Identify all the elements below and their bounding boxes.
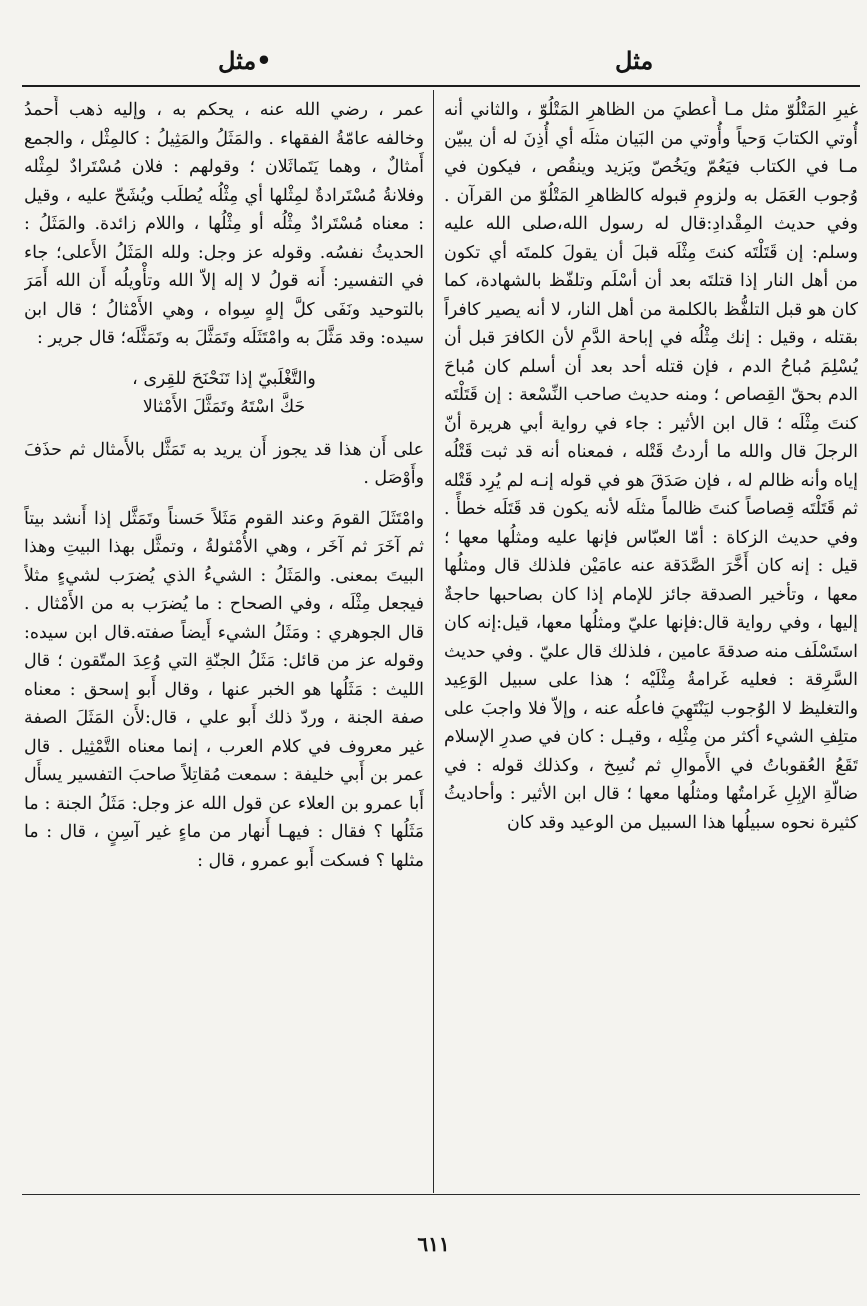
footer-rule [22,1194,860,1195]
right-column [444,96,858,1190]
right-column-paragraph: غيرِ المَتْلُوّ مثل مـا أُعطيَ من الظاهرِ المَتْلُوّ ، والثاني أنه أُوتي الكتابَ وَحياً وأُوتي من البَيان مثلَه أي أُذِنَ له أن يبيّن مـا في الكتاب فيَعُمّ ويَخُصّ ويَزيد وينقُص ، فيكون في وُجوب العَمَل به ولزومِ قبوله كالظاهرِ المَتْلُوّ من القرآن . وفي حديث المِقْدادِ:قال له رسول الله،صلى الله عليه وسلم: إن قَتَلْتَه كنتَ مِثْلَه قبلَ أن يقولَ كلمتَه أي تكون من أهل النار إذا قتلتَه بعد أن أسْلَم وتلفّظ بالشهادة، كما كان هو قبل التلفُّظ بالكلمة من أهل النار، لا أنه يصير كافراً بقتله ، وقيل : إنك مِثْلُه في إباحة الدَّمِ لأن الكافرَ قبل أن يُسْلِمَ مُباحُ الدم ، فإن قتله أحد بعد أن أسلم كان مُباحَ الدم بحقّ القِصاص ؛ ومنه حديث صاحب النِّسْعة : إن قَتَلْتَه كنتَ مِثْلَه ؛ قال ابن الأثير : جاء في رواية أبي هريرة أنّ الرجلَ قال والله ما أردتُ قَتْله ، فمعناه أنه قد ثبت قَتْلُه إياه وأنه ظالم له ، فإن صَدَقَ هو في قوله إنـه لم يُرِد قَتْله ثم قَتَلْتَه قِصاصاً كنتَ ظالماً مثلَه لأنه يكون قد قَتَلَه خطأً . وفي حديث الزكاة : أمّا العبّاس فإنها عليه ومثلُها معها ؛ قيل : إنه كان أَخَّرَ الصَّدَقة عنه عامَيْن فلذلك قال ومثلُها معها ، وتأخير الصدقة جائز للإمام إذا كان بصاحبها حاجةٌ إليها ، وفي رواية قال:فإنها عليّ ومثلُها معها، قيل:إنه كان استَسْلَف منه صدقةَ عامين ، فلذلك قال عليّ . وفي حديث السَّرِقة : فعليه غَرامةُ مِثْلَيْه ؛ هذا على سبيل الوَعِيد والتغليظ لا الوُجوب ليَنْتَهِيَ فاعلُه عنه ، وإلاّ فلا واجبَ على متلِفِ الشيء أكثر من مِثْلِه ، وقيـل : كان في صدرِ الإسلام تَقَعُ العُقوباتُ في الأَموالِ ثم نُسِخ ، وكذلك قوله : في ضالّةِ الإبِلِ غَرامتُها ومثلُها معها ؛ قال ابن الأثير : وأحاديثُ كثيرة نحوه سبيلُها هذا السبيل من الوعيد وقد كان [444,100,858,833]
verse-line-2: حَكَّ اسْتَهُ وتَمَثَّلَ الأَمْثالا [142,397,306,417]
header-headword-left: •مثل [218,46,272,75]
page-number: ٦١١ [417,1232,450,1256]
poetry-verse [24,365,424,422]
paragraph-gap [24,493,424,505]
left-column-paragraph-1: عمر ، رضي الله عنه ، يحكم به ، وإليه ذهب أَحمدُ وخالفه عامّةُ الفقهاء . والمَثَلُ والمَثِيلُ : كالمِثْل ، والجمع أَمثالٌ ، وهما يَتَماثَلان ؛ وقولهم : فلان مُسْتَرادٌ لمِثْله وفلانةُ مُسْتَرادةٌ لمِثْلها أي مِثْلُه يُطلَب ويُشَحّ عليه ، وقيل : معناه مُسْتَرادٌ مِثْلُه أو مِثْلُها ، واللام زائدة. والمَثَلُ : الحديثُ نفسُه. وقوله عز وجل: ولله المَثَلُ الأَعلى؛ جاء في التفسير: أَنه قولُ لا إله إلاّ الله وتأْويلُه أَن الله أَمَرَ بالتوحيد ونَفَى كلَّ إلهٍ سِواه ، وهي الأَمْثالُ ؛ قال ابن سيده: وقد مَثَّلَ به وامْتَثَلَه وتَمَثَّلَ به وتَمَثَّلَه؛ قال جرير : [24,100,424,348]
verse-line-1: والتَّغْلَبيّ إذا تَنَحْنَحَ للقِرى ، [132,368,316,389]
left-column [24,96,424,1190]
header-headword-right: مثل [615,46,654,75]
column-divider [433,90,434,1193]
left-column-paragraph-3: وامْتَثَلَ القومَ وعند القوم مَثَلاً حَسناً وتَمَثَّل إذا أَنشد بيتاً ثم آخَرَ ثم آخَر ، وهي الأُمْثولةُ ، وتمثَّل بهذا البيتِ وهذا البيتَ بمعنى. والمَثَلُ : الشيءُ الذي يُضرَب لشيءٍ مثلاً فيجعل مِثْلَه ، وفي الصحاح : ما يُضرَب به من الأَمْثال . قال الجوهري : ومَثَلُ الشيء أَيضاً صفته.قال ابن سيده: وقوله عز من قائل: مَثَلُ الجنّةِ التي وُعِدَ المتّقون ؛ قال الليث : مَثَلُها هو الخبر عنها ، وقال أَبو إسحق : معناه صفة الجنة ، وردّ ذلك أَبو علي ، قال:لأَن المَثَلَ الصفة غير معروف في كلام العرب ، إنما معناه التَّمْثِيل . قال عمر بن أَبي خليفة : سمعت مُقاتِلاً صاحبَ التفسير يسأَل أَبا عمرو بن العلاء عن قول الله عز وجل: مَثَلُ الجنة : ما مَثَلُها ؟ فقال : فيهـا أَنهار من ماءٍ غير آسِنٍ ، قال : ما مثلها ؟ فسكت أَبو عمرو ، قال : [24,508,424,871]
left-column-paragraph-2: على أَن هذا قد يجوز أَن يريد به تَمَثَّل بالأَمثال ثم حذَفَ وأَوْصَل . [24,439,424,488]
header-rule [22,85,860,87]
